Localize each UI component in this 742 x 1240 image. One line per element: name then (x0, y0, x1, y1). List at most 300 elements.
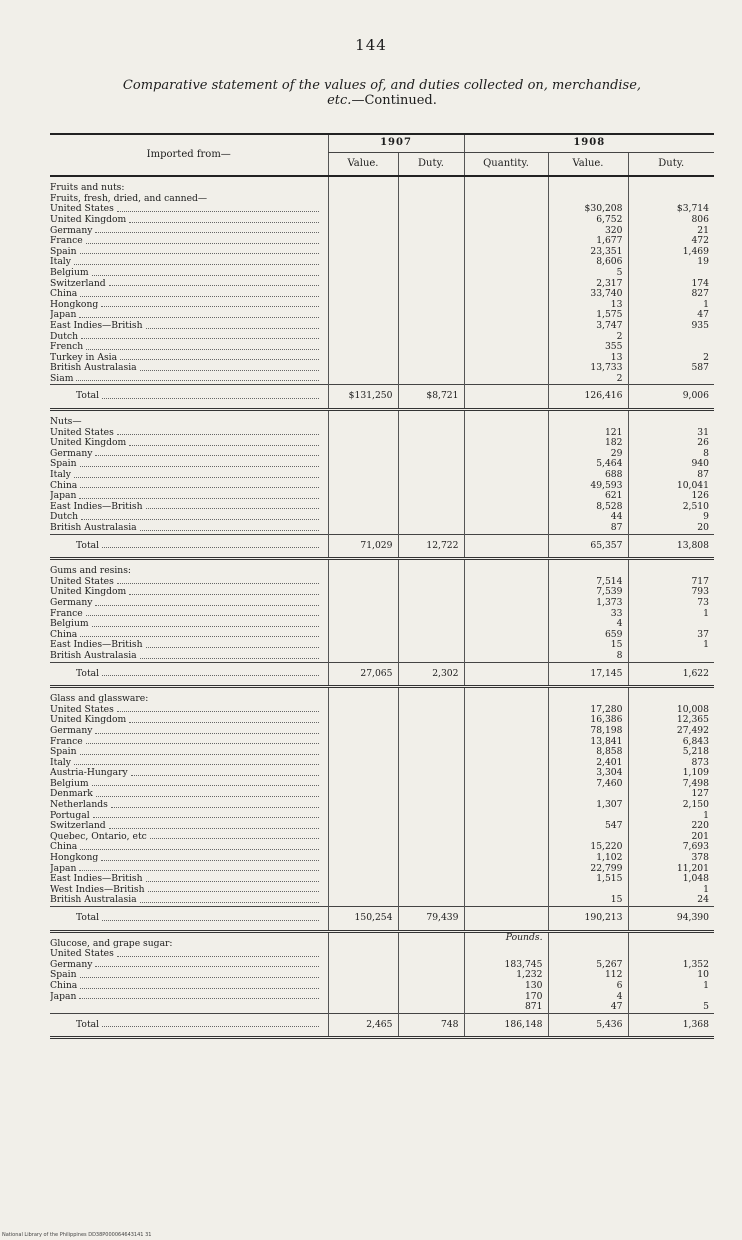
table-row (50, 960, 714, 971)
total-value-1908: 65,357 (548, 534, 628, 559)
row-label-text: Total (76, 1018, 100, 1030)
leader-dots (79, 997, 318, 999)
cell-value-1908: 659 (548, 630, 628, 641)
row-label (50, 931, 328, 949)
cell-duty-1908: 2,150 (628, 800, 714, 811)
leader-dots (80, 465, 319, 467)
cell-duty-1908: 1,469 (628, 247, 714, 258)
leader-dots (140, 529, 319, 531)
leader-dots (146, 880, 319, 882)
cell-duty-1907 (398, 842, 464, 853)
cell-value-1907 (328, 257, 398, 268)
cell-duty-1908: 1 (628, 300, 714, 311)
cell-value-1908: 1,307 (548, 800, 628, 811)
cell-quantity-1908: 183,745 (464, 960, 548, 971)
table-row (50, 768, 714, 779)
row-label-inner (50, 502, 323, 513)
row-label-text: Hongkong (50, 299, 99, 310)
table-row (50, 779, 714, 790)
cell-quantity-1908 (464, 779, 548, 790)
cell-quantity-1908 (464, 651, 548, 662)
cell-duty-1907 (398, 864, 464, 875)
cell-duty-1908: 24 (628, 895, 714, 906)
row-label-inner (50, 821, 323, 832)
cell-quantity-1908 (464, 885, 548, 896)
cell-duty-1907 (398, 215, 464, 226)
row-label-inner (50, 726, 323, 737)
row-label-inner (50, 300, 323, 311)
cell-value-1908: 7,460 (548, 779, 628, 790)
leader-dots (86, 614, 319, 616)
table-row (50, 428, 714, 439)
row-label-text: Germany (50, 597, 93, 608)
total-duty-1907: 12,722 (398, 534, 464, 559)
table-row (50, 289, 714, 300)
cell-value-1907 (328, 853, 398, 864)
cell-value-1908: 47 (548, 1002, 628, 1013)
cell-value-1908 (548, 559, 628, 577)
total-quantity-1908 (464, 907, 548, 932)
table-row (50, 523, 714, 534)
cell-duty-1907 (398, 410, 464, 428)
cell-value-1907 (328, 502, 398, 513)
table-row (50, 577, 714, 588)
row-label-inner (50, 960, 323, 971)
row-label-text: Portugal (50, 810, 90, 821)
header-duty-1907: Duty. (398, 152, 464, 176)
table-row (50, 737, 714, 748)
table-row (50, 512, 714, 523)
cell-duty-1908: 1,352 (628, 960, 714, 971)
leader-dots (74, 476, 319, 478)
row-label-text: Spain (50, 747, 77, 758)
cell-duty-1907 (398, 598, 464, 609)
row-label-text: Belgium (50, 778, 89, 789)
leader-dots (86, 742, 319, 744)
row-label (50, 789, 328, 800)
cell-quantity-1908 (464, 247, 548, 258)
leader-dots (117, 710, 319, 712)
row-label-text: United States (50, 704, 114, 715)
leader-dots (95, 604, 318, 606)
row-label (50, 800, 328, 811)
row-label (50, 811, 328, 822)
table-row (50, 970, 714, 981)
cell-quantity-1908 (464, 321, 548, 332)
cell-duty-1908: 472 (628, 236, 714, 247)
cell-duty-1908: 6,843 (628, 737, 714, 748)
row-label-inner (50, 566, 323, 577)
cell-quantity-1908 (464, 502, 548, 513)
cell-value-1907 (328, 353, 398, 364)
row-label-text: United Kingdom (50, 587, 127, 598)
row-label-inner (50, 970, 323, 981)
row-label (50, 779, 328, 790)
row-label-text: United Kingdom (50, 715, 127, 726)
row-label-text: United Kingdom (50, 438, 127, 449)
row-label-text: Netherlands (50, 800, 108, 811)
cell-duty-1907 (398, 630, 464, 641)
cell-value-1907 (328, 374, 398, 385)
cell-quantity-1908 (464, 768, 548, 779)
cell-duty-1907 (398, 342, 464, 353)
row-label-inner (50, 194, 323, 205)
leader-dots (80, 976, 319, 978)
cell-value-1907 (328, 587, 398, 598)
cell-value-1907 (328, 970, 398, 981)
row-label-inner (50, 481, 323, 492)
cell-value-1907 (328, 800, 398, 811)
total-duty-1908: 13,808 (628, 534, 714, 559)
cell-quantity-1908 (464, 853, 548, 864)
cell-value-1907 (328, 289, 398, 300)
row-label-inner (50, 374, 323, 385)
cell-quantity-1908 (464, 279, 548, 290)
cell-duty-1908: 806 (628, 215, 714, 226)
row-label-text: French (50, 342, 84, 353)
cell-quantity-1908 (464, 598, 548, 609)
total-quantity-1908 (464, 385, 548, 410)
row-label-inner (50, 247, 323, 258)
cell-quantity-1908 (464, 789, 548, 800)
row-label (50, 449, 328, 460)
total-value-1908: 17,145 (548, 662, 628, 687)
row-label-text: Fruits and nuts: (50, 182, 125, 194)
cell-value-1908: 2,317 (548, 279, 628, 290)
table-row (50, 705, 714, 716)
row-label-text: Austria-Hungary (50, 768, 128, 779)
row-label-inner (76, 913, 323, 924)
cell-value-1908: 8,858 (548, 747, 628, 758)
cell-value-1907 (328, 300, 398, 311)
cell-value-1908 (548, 949, 628, 960)
total-duty-1908: 1,368 (628, 1013, 714, 1038)
cell-value-1908: 2,401 (548, 758, 628, 769)
table-row (50, 609, 714, 620)
leader-dots (80, 486, 318, 488)
row-label-inner (76, 1020, 323, 1031)
table-row (50, 747, 714, 758)
table-row (50, 619, 714, 630)
row-label (50, 609, 328, 620)
cell-quantity-1908 (464, 363, 548, 374)
row-label-text: Germany (50, 448, 93, 459)
cell-value-1907 (328, 321, 398, 332)
cell-duty-1908: 1 (628, 609, 714, 620)
cell-value-1907 (328, 410, 398, 428)
cell-duty-1907 (398, 459, 464, 470)
title-line-2 (52, 93, 712, 108)
cell-duty-1907 (398, 310, 464, 321)
cell-duty-1908: 1 (628, 811, 714, 822)
cell-duty-1907 (398, 257, 464, 268)
leader-dots (102, 674, 318, 676)
cell-value-1908: 3,747 (548, 321, 628, 332)
cell-value-1908: 4 (548, 619, 628, 630)
cell-duty-1907 (398, 640, 464, 651)
cell-duty-1908: 378 (628, 853, 714, 864)
total-value-1908: 190,213 (548, 907, 628, 932)
row-label (50, 279, 328, 290)
leader-dots (129, 721, 318, 723)
cell-value-1908: 6,752 (548, 215, 628, 226)
cell-value-1907 (328, 342, 398, 353)
cell-quantity-1908 (464, 715, 548, 726)
row-label-inner (50, 428, 323, 439)
cell-duty-1908 (628, 992, 714, 1003)
cell-value-1907 (328, 609, 398, 620)
row-label-inner (50, 630, 323, 641)
row-label-inner (50, 449, 323, 460)
leader-dots (81, 518, 318, 520)
cell-duty-1907 (398, 705, 464, 716)
table-row (50, 236, 714, 247)
cell-duty-1908: 12,365 (628, 715, 714, 726)
cell-duty-1907 (398, 747, 464, 758)
row-label-inner (50, 758, 323, 769)
leader-dots (79, 497, 318, 499)
row-label (50, 842, 328, 853)
row-label-text: Switzerland (50, 821, 106, 832)
cell-quantity-1908 (464, 204, 548, 215)
row-label (50, 470, 328, 481)
row-label (50, 821, 328, 832)
row-label-inner (50, 619, 323, 630)
cell-value-1908 (548, 811, 628, 822)
leader-dots (117, 955, 319, 957)
statement-table-wrap (50, 133, 714, 1039)
row-label (50, 651, 328, 662)
cell-value-1908 (548, 885, 628, 896)
cell-duty-1908: 27,492 (628, 726, 714, 737)
cell-value-1907 (328, 428, 398, 439)
cell-value-1907 (328, 523, 398, 534)
row-label-inner (50, 215, 323, 226)
row-label-text: Quebec, Ontario, etc (50, 831, 147, 842)
row-label-inner (50, 257, 323, 268)
cell-value-1908: 547 (548, 821, 628, 832)
row-label (50, 534, 328, 559)
cell-duty-1908: 873 (628, 758, 714, 769)
cell-duty-1908: 793 (628, 587, 714, 598)
cell-value-1907 (328, 789, 398, 800)
cell-value-1908: 1,515 (548, 874, 628, 885)
cell-value-1907 (328, 176, 398, 194)
table-row (50, 374, 714, 385)
cell-quantity-1908 (464, 821, 548, 832)
cell-duty-1907 (398, 236, 464, 247)
table-row (50, 257, 714, 268)
row-label-text: Spain (50, 459, 77, 470)
row-label-inner (50, 609, 323, 620)
cell-value-1908: 13,733 (548, 363, 628, 374)
row-label-text: Japan (50, 310, 77, 321)
row-label (50, 1002, 328, 1013)
row-label (50, 705, 328, 716)
cell-duty-1907 (398, 374, 464, 385)
cell-quantity-1908 (464, 268, 548, 279)
cell-duty-1907 (398, 332, 464, 343)
row-label-inner (50, 204, 323, 215)
row-label (50, 662, 328, 687)
total-duty-1907: $8,721 (398, 385, 464, 410)
cell-quantity-1908 (464, 491, 548, 502)
row-label-text: Japan (50, 863, 77, 874)
row-label-text: Denmark (50, 789, 93, 800)
cell-quantity-1908 (464, 353, 548, 364)
leader-dots (129, 221, 318, 223)
cell-duty-1907 (398, 176, 464, 194)
title-etc: etc. (327, 93, 352, 108)
row-label-text: France (50, 736, 83, 747)
leader-dots (93, 816, 319, 818)
table-row (50, 864, 714, 875)
cell-quantity-1908 (464, 630, 548, 641)
cell-duty-1908: 1,048 (628, 874, 714, 885)
row-label-inner (50, 737, 323, 748)
cell-duty-1907 (398, 491, 464, 502)
total-value-1908: 5,436 (548, 1013, 628, 1038)
section-heading-row (50, 931, 714, 949)
row-label-text: British Australasia (50, 523, 137, 533)
cell-duty-1907 (398, 577, 464, 588)
cell-duty-1907 (398, 194, 464, 205)
row-label (50, 874, 328, 885)
table-row (50, 800, 714, 811)
cell-value-1907 (328, 268, 398, 279)
cell-value-1907 (328, 842, 398, 853)
row-label (50, 321, 328, 332)
leader-dots (79, 316, 318, 318)
row-label-inner (50, 651, 323, 662)
cell-quantity-1908 (464, 800, 548, 811)
cell-value-1907 (328, 459, 398, 470)
row-label-text: China (50, 629, 78, 640)
row-label (50, 300, 328, 311)
row-label (50, 907, 328, 932)
row-label (50, 726, 328, 737)
cell-quantity-1908 (464, 949, 548, 960)
total-value-1907: 150,254 (328, 907, 398, 932)
cell-duty-1907 (398, 559, 464, 577)
row-label (50, 747, 328, 758)
header-imported-from: Imported from— (50, 134, 328, 176)
cell-quantity-1908 (464, 577, 548, 588)
title-continued: —Continued. (351, 93, 437, 108)
cell-value-1908: 44 (548, 512, 628, 523)
cell-duty-1908: 1 (628, 640, 714, 651)
cell-duty-1907 (398, 811, 464, 822)
total-quantity-1908: 186,148 (464, 1013, 548, 1038)
table-row (50, 332, 714, 343)
cell-value-1907 (328, 512, 398, 523)
cell-duty-1908 (628, 931, 714, 949)
cell-duty-1907 (398, 587, 464, 598)
cell-value-1908 (548, 832, 628, 843)
cell-value-1908: 621 (548, 491, 628, 502)
table-row (50, 342, 714, 353)
row-label-text: China (50, 289, 78, 300)
leader-dots (102, 1025, 318, 1027)
cell-value-1907 (328, 949, 398, 960)
row-label-text: Spain (50, 246, 77, 257)
leader-dots (80, 295, 318, 297)
cell-value-1908: 87 (548, 523, 628, 534)
table-row (50, 1002, 714, 1013)
total-duty-1908: 94,390 (628, 907, 714, 932)
table-row (50, 204, 714, 215)
cell-quantity-1908: 130 (464, 981, 548, 992)
row-label-inner (50, 417, 323, 428)
cell-quantity-1908 (464, 737, 548, 748)
total-value-1907: $131,250 (328, 385, 398, 410)
table-row (50, 949, 714, 960)
cell-value-1907 (328, 247, 398, 258)
cell-duty-1907 (398, 438, 464, 449)
cell-value-1907 (328, 821, 398, 832)
row-label-inner (50, 832, 323, 843)
cell-duty-1907 (398, 789, 464, 800)
cell-duty-1908: 126 (628, 491, 714, 502)
cell-quantity-1908 (464, 832, 548, 843)
cell-duty-1908: 127 (628, 789, 714, 800)
cell-duty-1908 (628, 268, 714, 279)
cell-duty-1907 (398, 609, 464, 620)
cell-duty-1907 (398, 800, 464, 811)
row-label (50, 715, 328, 726)
row-label-inner (50, 874, 323, 885)
cell-value-1907 (328, 310, 398, 321)
row-label-inner (50, 470, 323, 481)
cell-value-1907 (328, 758, 398, 769)
row-label-inner (50, 598, 323, 609)
row-label-inner (50, 321, 323, 332)
cell-duty-1907 (398, 651, 464, 662)
leader-dots (117, 582, 319, 584)
row-label (50, 481, 328, 492)
cell-duty-1908: 201 (628, 832, 714, 843)
cell-duty-1908: 10 (628, 970, 714, 981)
row-label-inner (76, 541, 323, 552)
leader-dots (102, 397, 318, 399)
row-label-inner (50, 523, 323, 534)
row-label-inner (50, 342, 323, 353)
table-row (50, 321, 714, 332)
row-label (50, 864, 328, 875)
row-label-text: East Indies—British (50, 501, 143, 512)
cell-duty-1908: 11,201 (628, 864, 714, 875)
cell-duty-1908: 587 (628, 363, 714, 374)
leader-dots (131, 774, 319, 776)
cell-quantity-1908 (464, 310, 548, 321)
cell-duty-1908: 8 (628, 449, 714, 460)
row-label-inner (50, 577, 323, 588)
cell-value-1908: 78,198 (548, 726, 628, 737)
total-row (50, 662, 714, 687)
cell-duty-1907 (398, 268, 464, 279)
row-label-text: Belgium (50, 619, 89, 630)
cell-duty-1907 (398, 832, 464, 843)
cell-duty-1907 (398, 970, 464, 981)
row-label-inner (50, 279, 323, 290)
cell-value-1908 (548, 194, 628, 205)
leader-dots (80, 753, 319, 755)
cell-quantity-1908 (464, 257, 548, 268)
cell-duty-1908 (628, 176, 714, 194)
cell-duty-1907 (398, 768, 464, 779)
cell-duty-1907 (398, 428, 464, 439)
cell-quantity-1908 (464, 194, 548, 205)
